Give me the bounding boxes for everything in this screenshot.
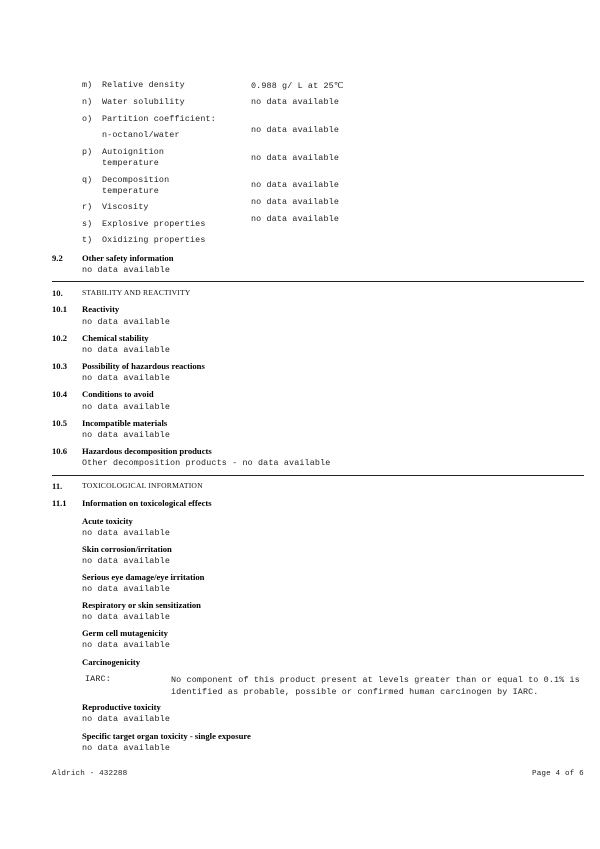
property-label: Oxidizing properties: [102, 235, 206, 245]
subsection-text: no data available: [82, 373, 170, 383]
subsection-number: 10.4: [52, 389, 68, 399]
subsection-heading: Reactivity: [82, 304, 120, 314]
property-value: no data available: [251, 214, 339, 224]
subsection-number: 10.3: [52, 361, 68, 371]
property-letter: t): [82, 235, 93, 245]
property-label: temperature: [102, 186, 159, 196]
property-value: no data available: [251, 125, 339, 135]
toxicology-text: no data available: [82, 528, 170, 538]
section-divider: [52, 281, 584, 282]
property-letter: r): [82, 202, 93, 212]
toxicology-heading: Skin corrosion/irritation: [82, 544, 172, 554]
property-label: Viscosity: [102, 202, 149, 212]
subsection-number: 10.1: [52, 304, 68, 314]
property-label: n-octanol/water: [102, 130, 180, 140]
toxicology-text: no data available: [82, 743, 170, 753]
carcinogenicity-heading: Carcinogenicity: [82, 657, 141, 667]
section-number: 10.: [52, 288, 63, 298]
subsection-text: no data available: [82, 430, 170, 440]
property-label: Explosive properties: [102, 219, 206, 229]
property-label: Water solubility: [102, 97, 185, 107]
subsection-heading: Hazardous decomposition products: [82, 446, 212, 456]
iarc-label: IARC:: [85, 674, 111, 684]
toxicology-text: no data available: [82, 556, 170, 566]
property-label: Partition coefficient:: [102, 114, 216, 124]
toxicology-text: no data available: [82, 612, 170, 622]
subsection-heading: Chemical stability: [82, 333, 149, 343]
toxicology-text: no data available: [82, 584, 170, 594]
subsection-text: Other decomposition products - no data available: [82, 458, 331, 468]
toxicology-heading: Reproductive toxicity: [82, 702, 161, 712]
footer-product: Aldrich - 432288: [52, 770, 128, 778]
subsection-heading: Conditions to avoid: [82, 389, 154, 399]
footer-page-number: Page 4 of 6: [532, 770, 584, 778]
section-title: TOXICOLOGICAL INFORMATION: [82, 481, 203, 490]
toxicology-heading: Serious eye damage/eye irritation: [82, 572, 205, 582]
property-letter: q): [82, 175, 93, 185]
subsection-text: no data available: [82, 317, 170, 327]
property-letter: p): [82, 147, 93, 157]
iarc-statement: No component of this product present at levels greater than or equal to 0.1% is identified as probable, possible or confirmed human carcinogen by IARC.: [171, 675, 580, 697]
section-heading: Other safety information: [82, 253, 174, 263]
section-text: no data available: [82, 265, 170, 275]
property-label: Relative density: [102, 80, 185, 90]
property-letter: o): [82, 114, 93, 124]
property-letter: n): [82, 97, 93, 107]
section-title: STABILITY AND REACTIVITY: [82, 288, 191, 297]
toxicology-heading: Respiratory or skin sensitization: [82, 600, 201, 610]
property-label: temperature: [102, 158, 159, 168]
subsection-heading: Information on toxicological effects: [82, 498, 212, 508]
subsection-text: no data available: [82, 345, 170, 355]
subsection-heading: Possibility of hazardous reactions: [82, 361, 205, 371]
toxicology-text: no data available: [82, 714, 170, 724]
property-letter: m): [82, 80, 93, 90]
toxicology-heading: Acute toxicity: [82, 516, 133, 526]
subsection-text: no data available: [82, 402, 170, 412]
section-divider: [52, 475, 584, 476]
subsection-number: 10.5: [52, 418, 68, 428]
property-value: no data available: [251, 197, 339, 207]
property-label: Autoignition: [102, 147, 165, 157]
subsection-heading: Incompatible materials: [82, 418, 168, 428]
property-value: no data available: [251, 153, 339, 163]
property-value: 0.988 g/ L at 25℃: [251, 81, 344, 91]
property-label: Decomposition: [102, 175, 170, 185]
toxicology-heading: Germ cell mutagenicity: [82, 628, 168, 638]
subsection-number: 10.2: [52, 333, 68, 343]
property-value: no data available: [251, 180, 339, 190]
subsection-number: 11.1: [52, 498, 67, 508]
property-letter: s): [82, 219, 93, 229]
toxicology-text: no data available: [82, 640, 170, 650]
section-number: 11.: [52, 481, 63, 491]
property-value: no data available: [251, 97, 339, 107]
toxicology-heading: Specific target organ toxicity - single exposure: [82, 731, 251, 741]
section-number: 9.2: [52, 253, 63, 263]
subsection-number: 10.6: [52, 446, 68, 456]
